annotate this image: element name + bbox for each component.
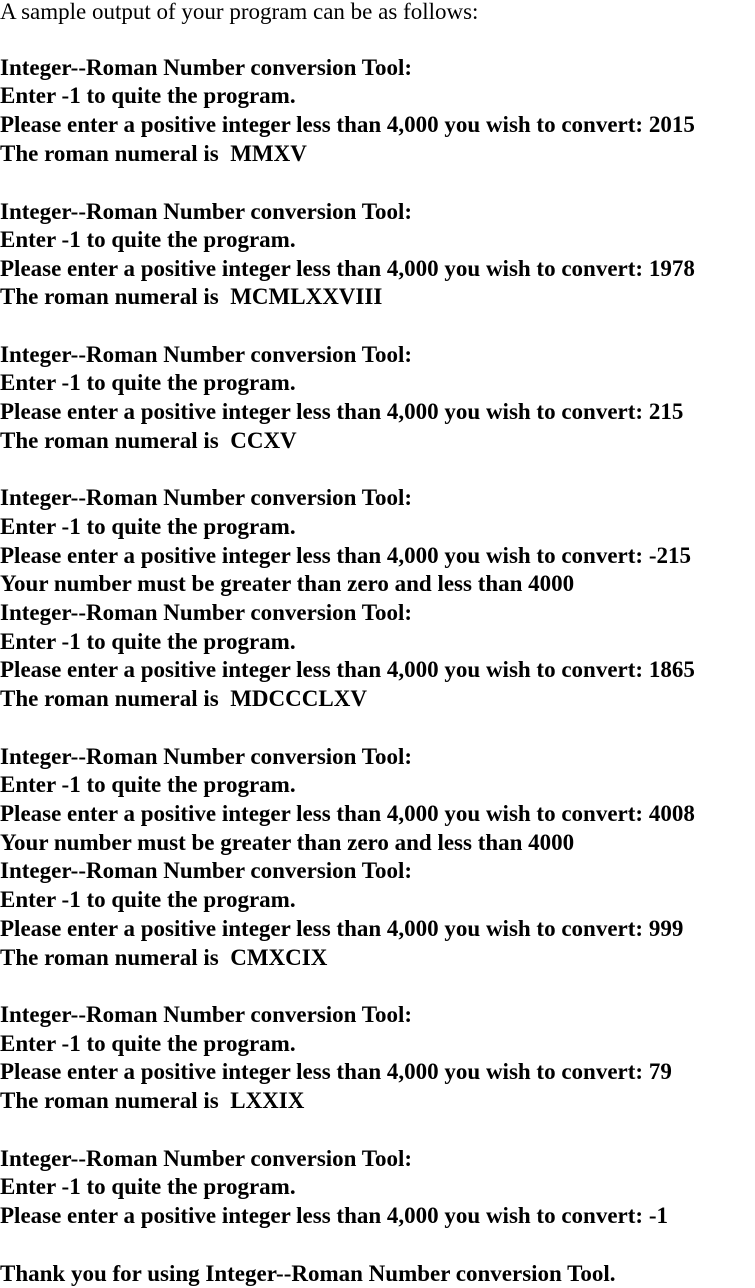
output-line: The roman numeral is MDCCCLXV xyxy=(0,686,367,711)
output-line: Integer--Roman Number conversion Tool: xyxy=(0,55,413,80)
output-line: The roman numeral is MCMLXXVIII xyxy=(0,284,383,309)
output-line: Please enter a positive integer less than 4,000 you wish to convert: 215 xyxy=(0,399,684,424)
output-line: Integer--Roman Number conversion Tool: xyxy=(0,199,413,224)
output-line: Please enter a positive integer less than 4,000 you wish to convert: -215 xyxy=(0,543,691,568)
output-line: Please enter a positive integer less than 4,000 you wish to convert: 1978 xyxy=(0,256,695,281)
output-line: Enter -1 to quite the program. xyxy=(0,887,296,912)
output-line: Enter -1 to quite the program. xyxy=(0,514,296,539)
output-line: Enter -1 to quite the program. xyxy=(0,1031,296,1056)
output-line: Please enter a positive integer less than 4,000 you wish to convert: -1 xyxy=(0,1203,668,1228)
output-line: Integer--Roman Number conversion Tool: xyxy=(0,342,413,367)
output-line: The roman numeral is CCXV xyxy=(0,428,297,453)
output-line: Integer--Roman Number conversion Tool: xyxy=(0,485,413,510)
output-line: Please enter a positive integer less than 4,000 you wish to convert: 79 xyxy=(0,1059,672,1084)
output-line: Enter -1 to quite the program. xyxy=(0,1174,296,1199)
closing-message: Thank you for using Integer--Roman Number conversion Tool. xyxy=(0,1261,616,1286)
output-line: The roman numeral is CMXCIX xyxy=(0,945,328,970)
output-line: Integer--Roman Number conversion Tool: xyxy=(0,744,413,769)
output-line: Your number must be greater than zero and less than 4000 xyxy=(0,830,575,855)
output-line: Integer--Roman Number conversion Tool: xyxy=(0,1146,413,1171)
output-line: Integer--Roman Number conversion Tool: xyxy=(0,1002,413,1027)
output-line: Your number must be greater than zero and less than 4000 xyxy=(0,571,575,596)
output-line: Enter -1 to quite the program. xyxy=(0,772,296,797)
output-line: Enter -1 to quite the program. xyxy=(0,83,296,108)
output-line: Please enter a positive integer less than 4,000 you wish to convert: 2015 xyxy=(0,112,695,137)
output-line: Enter -1 to quite the program. xyxy=(0,227,296,252)
output-line: Please enter a positive integer less than 4,000 you wish to convert: 1865 xyxy=(0,657,695,682)
output-line: Enter -1 to quite the program. xyxy=(0,370,296,395)
output-line: The roman numeral is LXXIX xyxy=(0,1088,305,1113)
output-line: Please enter a positive integer less than 4,000 you wish to convert: 999 xyxy=(0,916,684,941)
output-line: Integer--Roman Number conversion Tool: xyxy=(0,858,413,883)
output-line: The roman numeral is MMXV xyxy=(0,141,307,166)
output-line: Integer--Roman Number conversion Tool: xyxy=(0,600,413,625)
output-line: Please enter a positive integer less than 4,000 you wish to convert: 4008 xyxy=(0,801,695,826)
output-line: Enter -1 to quite the program. xyxy=(0,629,296,654)
intro-text: A sample output of your program can be as follows: xyxy=(0,0,479,24)
